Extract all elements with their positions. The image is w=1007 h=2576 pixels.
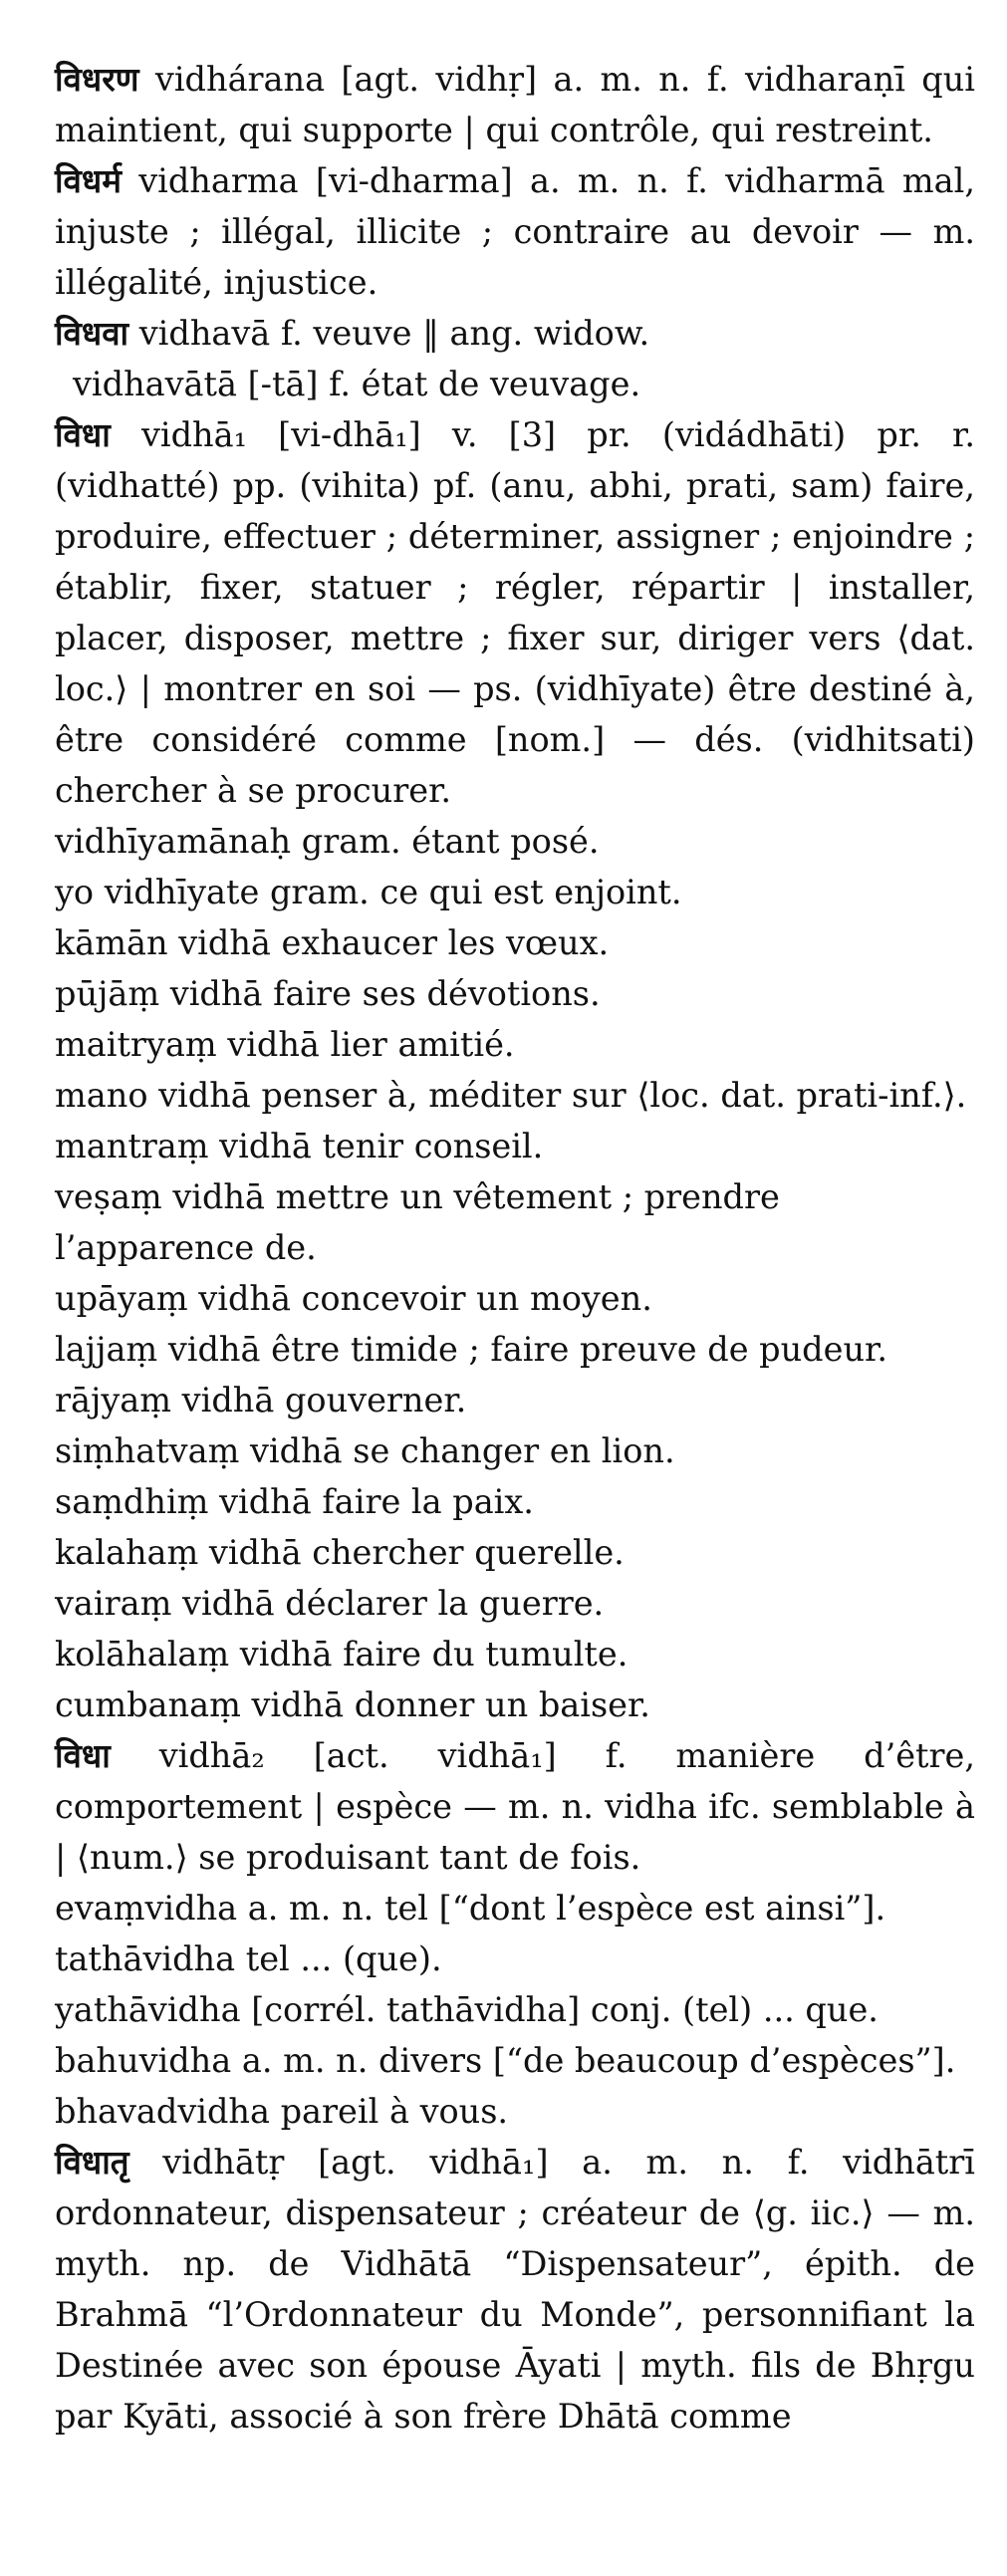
subentry: rājyaṃ vidhā gouverner. bbox=[55, 1381, 467, 1419]
headword-devanagari: विधर्म bbox=[55, 161, 122, 200]
entry-vidhava bbox=[55, 308, 975, 359]
subentry: siṃhatvaṃ vidhā se changer en lion. bbox=[55, 1431, 675, 1470]
entry-vidharana bbox=[55, 54, 975, 155]
subentry: mano vidhā penser à, méditer sur ⟨loc. dat. prati-inf.⟩. bbox=[55, 1076, 967, 1115]
subentry: vidhīyamānaḥ gram. étant posé. bbox=[55, 822, 600, 861]
subentry: kalahaṃ vidhā chercher querelle. bbox=[55, 1533, 625, 1572]
subentry: vidhavātā [-tā] f. état de veuvage. bbox=[73, 365, 641, 403]
entry-body: vidhā₁ [vi-dhā₁] v. [3] pr. (vidádhāti) pr. r. (vidhatté) pp. (vihita) pf. (anu, abhi, prati, sam) faire, produire, effectuer ; déterminer, assigner ; enjoindre ; établir, fixer, statuer ; régler, répartir | installer, placer, disposer, mettre ; fixer sur, diriger vers ⟨dat. loc.⟩ | montrer en soi — ps. (vidhīyate) être destiné à, être considéré comme [nom.] — dés. (vidhitsati) chercher à se procurer. bbox=[55, 415, 976, 810]
headword-devanagari: विधवा bbox=[55, 314, 129, 353]
subentry: bahuvidha a. m. n. divers [“de beaucoup d’espèces”]. bbox=[55, 2041, 956, 2080]
entry-vidharma bbox=[55, 155, 975, 308]
headword-devanagari: विधातृ bbox=[55, 2143, 129, 2182]
entry-body: vidhárana [agt. vidhṛ] a. m. n. f. vidharaṇī qui maintient, qui supporte | qui contrôle, qui restreint. bbox=[55, 60, 975, 149]
subentry: yo vidhīyate gram. ce qui est enjoint. bbox=[55, 873, 682, 911]
subentry: maitryaṃ vidhā lier amitié. bbox=[55, 1025, 515, 1064]
subentry: vairaṃ vidhā déclarer la guerre. bbox=[55, 1584, 605, 1623]
entry-vidha-2 bbox=[55, 1730, 975, 1883]
subentry: kāmān vidhā exhaucer les vœux. bbox=[55, 923, 610, 962]
subentry: cumbanaṃ vidhā donner un baiser. bbox=[55, 1685, 650, 1724]
subentry: mantraṃ vidhā tenir conseil. bbox=[55, 1127, 544, 1165]
entry-vidhatr bbox=[55, 2137, 975, 2442]
subentry: evaṃvidha a. m. n. tel [“dont l’espèce est ainsi”]. bbox=[55, 1889, 886, 1928]
headword-devanagari: विधा bbox=[55, 415, 111, 454]
subentry: lajjaṃ vidhā être timide ; faire preuve de pudeur. bbox=[55, 1330, 888, 1369]
headword-devanagari: विधा bbox=[55, 1736, 111, 1775]
entry-body: vidhā₂ [act. vidhā₁] f. manière d’être, comportement | espèce — m. n. vidha ifc. semblable à | ⟨num.⟩ se produisant tant de fois. bbox=[55, 1736, 976, 1877]
entry-body: vidharma [vi-dharma] a. m. n. f. vidharmā mal, injuste ; illégal, illicite ; contraire au devoir — m. illégalité, injustice. bbox=[55, 161, 975, 302]
headword-devanagari: विधरण bbox=[55, 60, 139, 99]
subentry: pūjāṃ vidhā faire ses dévotions. bbox=[55, 974, 601, 1013]
subentry: kolāhalaṃ vidhā faire du tumulte. bbox=[55, 1635, 629, 1674]
subentry: bhavadvidha pareil à vous. bbox=[55, 2092, 509, 2131]
subentry: tathāvidha tel ... (que). bbox=[55, 1939, 442, 1978]
entry-body: vidhavā f. veuve ‖ ang. widow. bbox=[138, 314, 650, 353]
subentry: veṣaṃ vidhā mettre un vêtement ; prendre l’apparence de. bbox=[55, 1177, 780, 1267]
subentry: upāyaṃ vidhā concevoir un moyen. bbox=[55, 1279, 652, 1318]
entry-vidha-1 bbox=[55, 409, 975, 816]
subentry: yathāvidha [corrél. tathāvidha] conj. (tel) ... que. bbox=[55, 1990, 879, 2029]
entry-body: vidhātṛ [agt. vidhā₁] a. m. n. f. vidhātrī ordonnateur, dispensateur ; créateur de ⟨g. iic.⟩ — m. myth. np. de Vidhātā “Dispensateur”, épith. de Brahmā “l’Ordonnateur du Monde”, personnifiant la Destinée avec son épouse Āyati | myth. fils de Bhṛgu par Kyāti, associé à son frère Dhātā comme bbox=[55, 2143, 975, 2436]
subentry: saṃdhiṃ vidhā faire la paix. bbox=[55, 1482, 534, 1521]
